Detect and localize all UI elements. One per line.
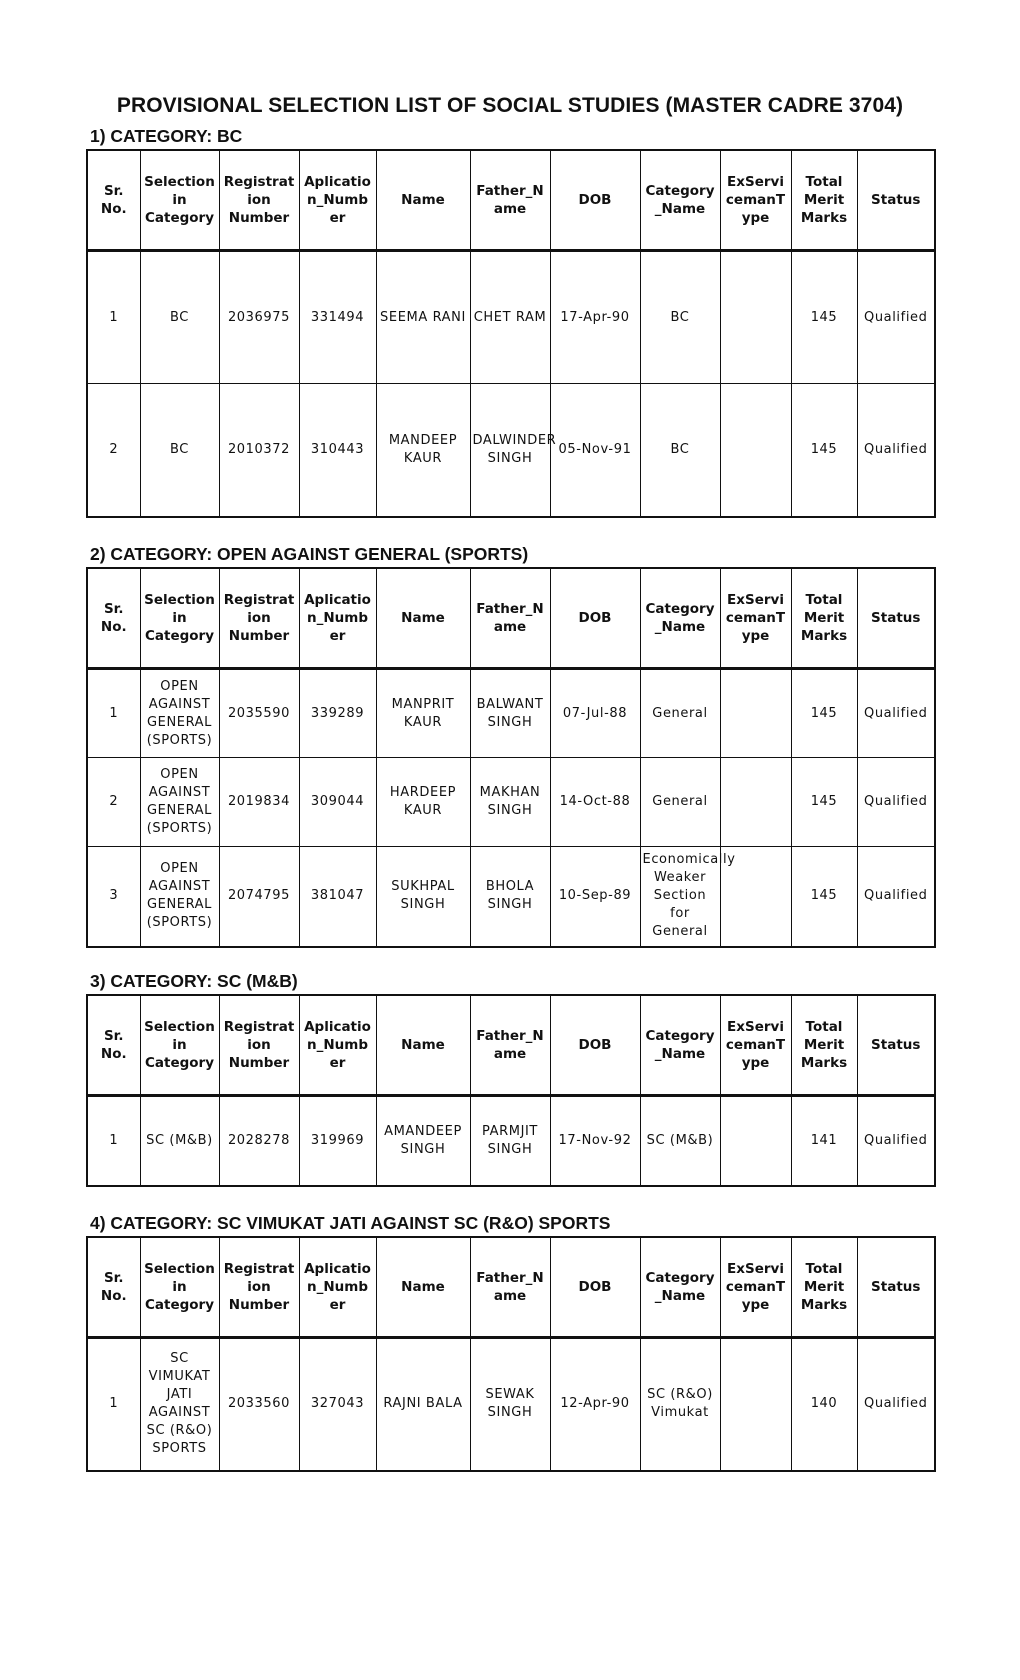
cell-name: HARDEEP KAUR bbox=[376, 758, 470, 847]
col-name: Name bbox=[376, 150, 470, 251]
cell-category-name: BC bbox=[640, 384, 720, 517]
cell-merit-marks: 145 bbox=[791, 758, 857, 847]
section-heading: 3) CATEGORY: SC (M&B) bbox=[90, 971, 298, 991]
cell-sr-no: 1 bbox=[87, 1338, 140, 1471]
table-row bbox=[87, 1096, 935, 1186]
cell-registration: 2036975 bbox=[219, 251, 299, 384]
col-father-name: Father_N ame bbox=[470, 1237, 550, 1338]
section-heading: 1) CATEGORY: BC bbox=[90, 126, 243, 146]
section-open-against-general-sports bbox=[86, 543, 934, 948]
col-dob: DOB bbox=[550, 568, 640, 669]
col-sr-no: Sr. No. bbox=[87, 150, 140, 251]
cell-status: Qualified bbox=[857, 384, 935, 517]
cell-category-name: BC bbox=[640, 251, 720, 384]
section-heading: 2) CATEGORY: OPEN AGAINST GENERAL (SPORTS) bbox=[90, 544, 529, 564]
col-application: Aplicatio n_Numb er bbox=[299, 150, 376, 251]
col-status: Status bbox=[857, 995, 935, 1096]
header-row bbox=[87, 150, 935, 251]
cell-selection: OPEN AGAINST GENERAL (SPORTS) bbox=[140, 847, 219, 947]
cell-sr-no: 1 bbox=[87, 251, 140, 384]
col-selection: Selection in Category bbox=[140, 568, 219, 669]
cell-name: MANPRIT KAUR bbox=[376, 669, 470, 758]
cell-selection: BC bbox=[140, 251, 219, 384]
cell-father-name: CHET RAM bbox=[470, 251, 550, 384]
cell-application: 339289 bbox=[299, 669, 376, 758]
cell-sr-no: 2 bbox=[87, 384, 140, 517]
cell-sr-no: 2 bbox=[87, 758, 140, 847]
col-registration: Registrat ion Number bbox=[219, 995, 299, 1096]
col-category-name: Category _Name bbox=[640, 150, 720, 251]
col-selection: Selection in Category bbox=[140, 1237, 219, 1338]
col-exserviceman: ExServi cemanT ype bbox=[720, 568, 791, 669]
section-sc-mb bbox=[86, 970, 934, 1187]
col-exserviceman: ExServi cemanT ype bbox=[720, 995, 791, 1096]
col-category-name: Category _Name bbox=[640, 995, 720, 1096]
cell-exserviceman bbox=[720, 384, 791, 517]
col-registration: Registrat ion Number bbox=[219, 150, 299, 251]
cell-father-name: SEWAK SINGH bbox=[470, 1338, 550, 1471]
cell-merit-marks: 145 bbox=[791, 251, 857, 384]
cell-selection: SC (M&B) bbox=[140, 1096, 219, 1186]
cell-category-name: General bbox=[640, 669, 720, 758]
cell-status: Qualified bbox=[857, 251, 935, 384]
section-bc bbox=[86, 125, 934, 518]
cell-merit-marks: 145 bbox=[791, 384, 857, 517]
table-row bbox=[87, 758, 935, 847]
header-row bbox=[87, 568, 935, 669]
cell-exserviceman bbox=[720, 669, 791, 758]
cell-application: 327043 bbox=[299, 1338, 376, 1471]
cell-exserviceman bbox=[720, 758, 791, 847]
cell-registration: 2019834 bbox=[219, 758, 299, 847]
table-row bbox=[87, 1338, 935, 1471]
cell-registration: 2033560 bbox=[219, 1338, 299, 1471]
cell-application: 331494 bbox=[299, 251, 376, 384]
cell-merit-marks: 141 bbox=[791, 1096, 857, 1186]
col-name: Name bbox=[376, 1237, 470, 1338]
cell-application: 309044 bbox=[299, 758, 376, 847]
col-merit-marks: Total Merit Marks bbox=[791, 568, 857, 669]
cell-category-name: SC (M&B) bbox=[640, 1096, 720, 1186]
cell-merit-marks: 145 bbox=[791, 847, 857, 947]
cell-category-name: Economically Weaker Section for General bbox=[640, 847, 720, 947]
col-exserviceman: ExServi cemanT ype bbox=[720, 150, 791, 251]
cell-dob: 05-Nov-91 bbox=[550, 384, 640, 517]
col-merit-marks: Total Merit Marks bbox=[791, 1237, 857, 1338]
cell-father-name: PARMJIT SINGH bbox=[470, 1096, 550, 1186]
cell-registration: 2035590 bbox=[219, 669, 299, 758]
col-exserviceman: ExServi cemanT ype bbox=[720, 1237, 791, 1338]
cell-selection: OPEN AGAINST GENERAL (SPORTS) bbox=[140, 669, 219, 758]
cell-status: Qualified bbox=[857, 1096, 935, 1186]
cell-sr-no: 1 bbox=[87, 1096, 140, 1186]
col-status: Status bbox=[857, 568, 935, 669]
cell-selection: OPEN AGAINST GENERAL (SPORTS) bbox=[140, 758, 219, 847]
cell-exserviceman bbox=[720, 251, 791, 384]
section-sc-vimukat-jati bbox=[86, 1212, 934, 1472]
table-row bbox=[87, 384, 935, 517]
col-father-name: Father_N ame bbox=[470, 150, 550, 251]
selection-table bbox=[86, 149, 936, 518]
cell-application: 319969 bbox=[299, 1096, 376, 1186]
col-sr-no: Sr. No. bbox=[87, 568, 140, 669]
cell-selection: SC VIMUKAT JATI AGAINST SC (R&O) SPORTS bbox=[140, 1338, 219, 1471]
header-row bbox=[87, 1237, 935, 1338]
cell-registration: 2074795 bbox=[219, 847, 299, 947]
table-row bbox=[87, 251, 935, 384]
cell-registration: 2010372 bbox=[219, 384, 299, 517]
col-dob: DOB bbox=[550, 150, 640, 251]
col-dob: DOB bbox=[550, 1237, 640, 1338]
cell-name: MANDEEP KAUR bbox=[376, 384, 470, 517]
cell-exserviceman bbox=[720, 1096, 791, 1186]
cell-name: SEEMA RANI bbox=[376, 251, 470, 384]
cell-dob: 17-Apr-90 bbox=[550, 251, 640, 384]
col-name: Name bbox=[376, 568, 470, 669]
cell-category-name: SC (R&O) Vimukat bbox=[640, 1338, 720, 1471]
cell-status: Qualified bbox=[857, 669, 935, 758]
col-selection: Selection in Category bbox=[140, 150, 219, 251]
col-father-name: Father_N ame bbox=[470, 995, 550, 1096]
cell-merit-marks: 140 bbox=[791, 1338, 857, 1471]
cell-selection: BC bbox=[140, 384, 219, 517]
selection-table bbox=[86, 1236, 936, 1472]
col-sr-no: Sr. No. bbox=[87, 1237, 140, 1338]
cell-sr-no: 1 bbox=[87, 669, 140, 758]
col-merit-marks: Total Merit Marks bbox=[791, 995, 857, 1096]
cell-dob: 10-Sep-89 bbox=[550, 847, 640, 947]
selection-table bbox=[86, 567, 936, 948]
cell-name: SUKHPAL SINGH bbox=[376, 847, 470, 947]
cell-application: 310443 bbox=[299, 384, 376, 517]
cell-status: Qualified bbox=[857, 758, 935, 847]
col-merit-marks: Total Merit Marks bbox=[791, 150, 857, 251]
cell-father-name: BALWANT SINGH bbox=[470, 669, 550, 758]
col-sr-no: Sr. No. bbox=[87, 995, 140, 1096]
cell-exserviceman bbox=[720, 1338, 791, 1471]
cell-application: 381047 bbox=[299, 847, 376, 947]
cell-name: RAJNI BALA bbox=[376, 1338, 470, 1471]
cell-sr-no: 3 bbox=[87, 847, 140, 947]
col-application: Aplicatio n_Numb er bbox=[299, 568, 376, 669]
cell-category-name: General bbox=[640, 758, 720, 847]
table-row bbox=[87, 669, 935, 758]
cell-name: AMANDEEP SINGH bbox=[376, 1096, 470, 1186]
cell-registration: 2028278 bbox=[219, 1096, 299, 1186]
page-title: PROVISIONAL SELECTION LIST OF SOCIAL STUDIES (MASTER CADRE 3704) bbox=[116, 94, 904, 117]
col-father-name: Father_N ame bbox=[470, 568, 550, 669]
col-registration: Registrat ion Number bbox=[219, 1237, 299, 1338]
cell-dob: 17-Nov-92 bbox=[550, 1096, 640, 1186]
selection-table bbox=[86, 994, 936, 1187]
header-row bbox=[87, 995, 935, 1096]
col-application: Aplicatio n_Numb er bbox=[299, 1237, 376, 1338]
cell-status: Qualified bbox=[857, 847, 935, 947]
col-registration: Registrat ion Number bbox=[219, 568, 299, 669]
cell-dob: 12-Apr-90 bbox=[550, 1338, 640, 1471]
col-dob: DOB bbox=[550, 995, 640, 1096]
cell-dob: 07-Jul-88 bbox=[550, 669, 640, 758]
col-status: Status bbox=[857, 1237, 935, 1338]
cell-father-name: DALWINDER SINGH bbox=[470, 384, 550, 517]
cell-dob: 14-Oct-88 bbox=[550, 758, 640, 847]
cell-father-name: BHOLA SINGH bbox=[470, 847, 550, 947]
col-category-name: Category _Name bbox=[640, 1237, 720, 1338]
table-row bbox=[87, 847, 935, 947]
col-status: Status bbox=[857, 150, 935, 251]
col-name: Name bbox=[376, 995, 470, 1096]
cell-merit-marks: 145 bbox=[791, 669, 857, 758]
section-heading: 4) CATEGORY: SC VIMUKAT JATI AGAINST SC (R&O) SPORTS bbox=[90, 1213, 611, 1233]
col-application: Aplicatio n_Numb er bbox=[299, 995, 376, 1096]
cell-father-name: MAKHAN SINGH bbox=[470, 758, 550, 847]
col-selection: Selection in Category bbox=[140, 995, 219, 1096]
cell-status: Qualified bbox=[857, 1338, 935, 1471]
col-category-name: Category _Name bbox=[640, 568, 720, 669]
